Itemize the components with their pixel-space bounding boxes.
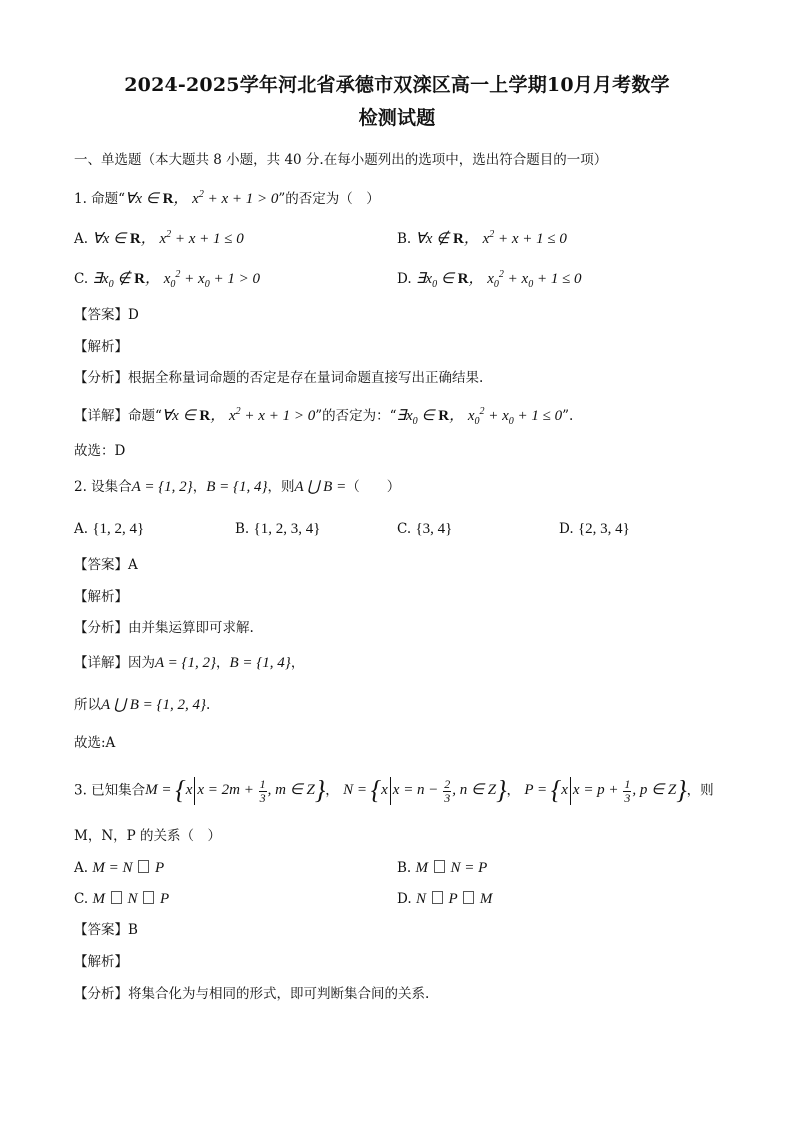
q2-suoyi-prefix: 所以 (74, 697, 101, 713)
q1-xiangjie-formula-1: ∀x ∈ R， $x^2 + x + 1 > 0$ (161, 406, 316, 424)
q2-suoyi: 所以A ⋃ B = {1, 2, 4}. (74, 697, 211, 713)
q1-answer: 【答案】D (74, 307, 139, 323)
q1-option-d-label: D. (397, 271, 412, 287)
q3-option-d-label: D. (397, 891, 412, 907)
document-title-line-1: 2024-2025学年河北省承德市双滦区高一上学期10月月考数学 (124, 74, 670, 96)
q1-stem-prefix: 1. 命题“ (74, 191, 126, 207)
q1-stem (74, 189, 380, 209)
q3-stem-line-2: M，N，P 的关系（ ） (74, 828, 222, 844)
q3-option-a (74, 858, 164, 878)
q3-option-a-formula: M = N P (92, 860, 165, 876)
q3-option-c-label: C. (74, 891, 89, 907)
q2-option-b-label: B. (235, 521, 250, 537)
q3-stem: 3. 已知集合M = {x x = 2m + $\frac{1}{3}$ , m ∈ Z}， N = {x x = n − $\frac{2}{3}$ , n ∈ Z}， P = {x x = p + $\frac{1}{3}$ , p ∈ Z}，则 (74, 776, 714, 805)
document-title-line-2: 检测试题 (358, 107, 436, 129)
q1-option-b-label: B. (397, 231, 412, 247)
q1-xiangjie-mid: ”的否定为：“ (315, 408, 397, 424)
q2-guxuan: 故选:A (74, 735, 116, 751)
q2-stem: 2. 设集合A = {1, 2}，B = {1, 4}，则A ⋃ B =（ ） (74, 479, 401, 495)
q3-option-b-label: B. (397, 860, 412, 876)
q2-option-c-label: C. (397, 521, 412, 537)
q2-option-d-formula: {2, 3, 4} (577, 521, 630, 537)
q2-option-a-label: A. (74, 521, 89, 537)
section-heading: 一、单选题（本大题共 8 小题，共 40 分.在每小题列出的选项中，选出符合题目的一项） (74, 152, 608, 168)
q2-xiangjie-prefix: 【详解】因为 (74, 655, 155, 671)
q2-suoyi-formula: A ⋃ B = {1, 2, 4} (101, 697, 206, 713)
q2-option-c-formula: {3, 4} (415, 521, 453, 537)
q1-option-a-formula: ∀x ∈ R， $x^2 + x + 1 \le 0$ (92, 229, 244, 247)
q3-answer: 【答案】B (74, 922, 138, 938)
q1-stem-suffix: ”的否定为（ ） (278, 191, 380, 207)
q3-set-m: M = {x x = 2m + $\frac{1}{3}$ , m ∈ Z} (145, 776, 326, 805)
q1-formula: ∀x ∈ R， $x^2 + x + 1 > 0$ (125, 189, 279, 207)
q1-option-c-formula: $\exists x_0$ ∉ R， $x_0^2 + x_0 + 1 > 0$ (92, 269, 260, 290)
q1-option-b (397, 229, 567, 249)
q3-option-a-label: A. (74, 860, 89, 876)
q3-option-b-formula: M N = P (415, 860, 488, 876)
q2-set-a: A = {1, 2} (131, 479, 193, 495)
q2-option-d-label: D. (559, 521, 574, 537)
q1-guxuan: 故选：D (74, 443, 126, 459)
q3-option-c-formula: M N P (92, 891, 170, 907)
q1-option-d (397, 269, 582, 289)
q3-set-p: P = {x x = p + $\frac{1}{3}$ , p ∈ Z} (524, 776, 687, 805)
q1-xiangjie (74, 406, 573, 426)
q3-then: ，则 (686, 782, 714, 799)
q3-set-n: N = {x x = n − $\frac{2}{3}$ , n ∈ Z} (343, 776, 507, 805)
q2-xiangjie-set-b: B = {1, 4} (229, 655, 291, 671)
q2-option-b (235, 519, 320, 539)
q1-option-d-formula: $\exists x_0$ ∈ R， $x_0^2 + x_0 + 1 \le 0$ (415, 269, 582, 290)
q2-fenxi: 【分析】由并集运算即可求解. (74, 620, 254, 636)
q1-option-a-label: A. (74, 231, 89, 247)
q3-option-c (74, 889, 169, 909)
q3-option-b (397, 858, 487, 878)
q1-option-c (74, 269, 260, 289)
q1-xiangjie-prefix: 【详解】命题“ (74, 408, 162, 424)
q2-union: A ⋃ B = (294, 479, 347, 495)
q2-option-c (397, 519, 452, 539)
q2-set-b: B = {1, 4} (206, 479, 268, 495)
q1-fenxi: 【分析】根据全称量词命题的否定是存在量词命题直接写出正确结果. (74, 370, 484, 386)
q1-xiangjie-formula-2: $\exists x_0$ ∈ R， $x_0^2 + x_0 + 1 \le 0$ (396, 406, 563, 427)
q2-stem-prefix: 2. 设集合 (74, 479, 132, 495)
q1-option-c-label: C. (74, 271, 89, 287)
q2-paren: （ ） (346, 479, 401, 495)
q2-option-b-formula: {1, 2, 3, 4} (253, 521, 321, 537)
q1-xiangjie-end: ”. (562, 408, 574, 424)
q2-then: ，则 (267, 479, 295, 495)
q3-jiexi: 【解析】 (74, 954, 128, 970)
q3-option-d-formula: N P M (415, 891, 493, 907)
q1-option-b-formula: ∀x ∉ R， $x^2 + x + 1 \le 0$ (415, 229, 567, 247)
q3-fenxi: 【分析】将集合化为与相同的形式，即可判断集合间的关系. (74, 986, 430, 1002)
q2-option-a (74, 519, 144, 539)
q2-answer: 【答案】A (74, 557, 138, 573)
q3-option-d (397, 889, 492, 909)
q1-option-a (74, 229, 244, 249)
q2-xiangjie-set-a: A = {1, 2} (155, 655, 217, 671)
q3-stem-prefix: 3. 已知集合 (74, 782, 146, 799)
q2-option-a-formula: {1, 2, 4} (92, 521, 145, 537)
q2-xiangjie: 【详解】因为A = {1, 2}，B = {1, 4}， (74, 655, 305, 671)
q2-option-d (559, 519, 630, 539)
q2-jiexi: 【解析】 (74, 589, 128, 605)
q1-jiexi: 【解析】 (74, 339, 128, 355)
